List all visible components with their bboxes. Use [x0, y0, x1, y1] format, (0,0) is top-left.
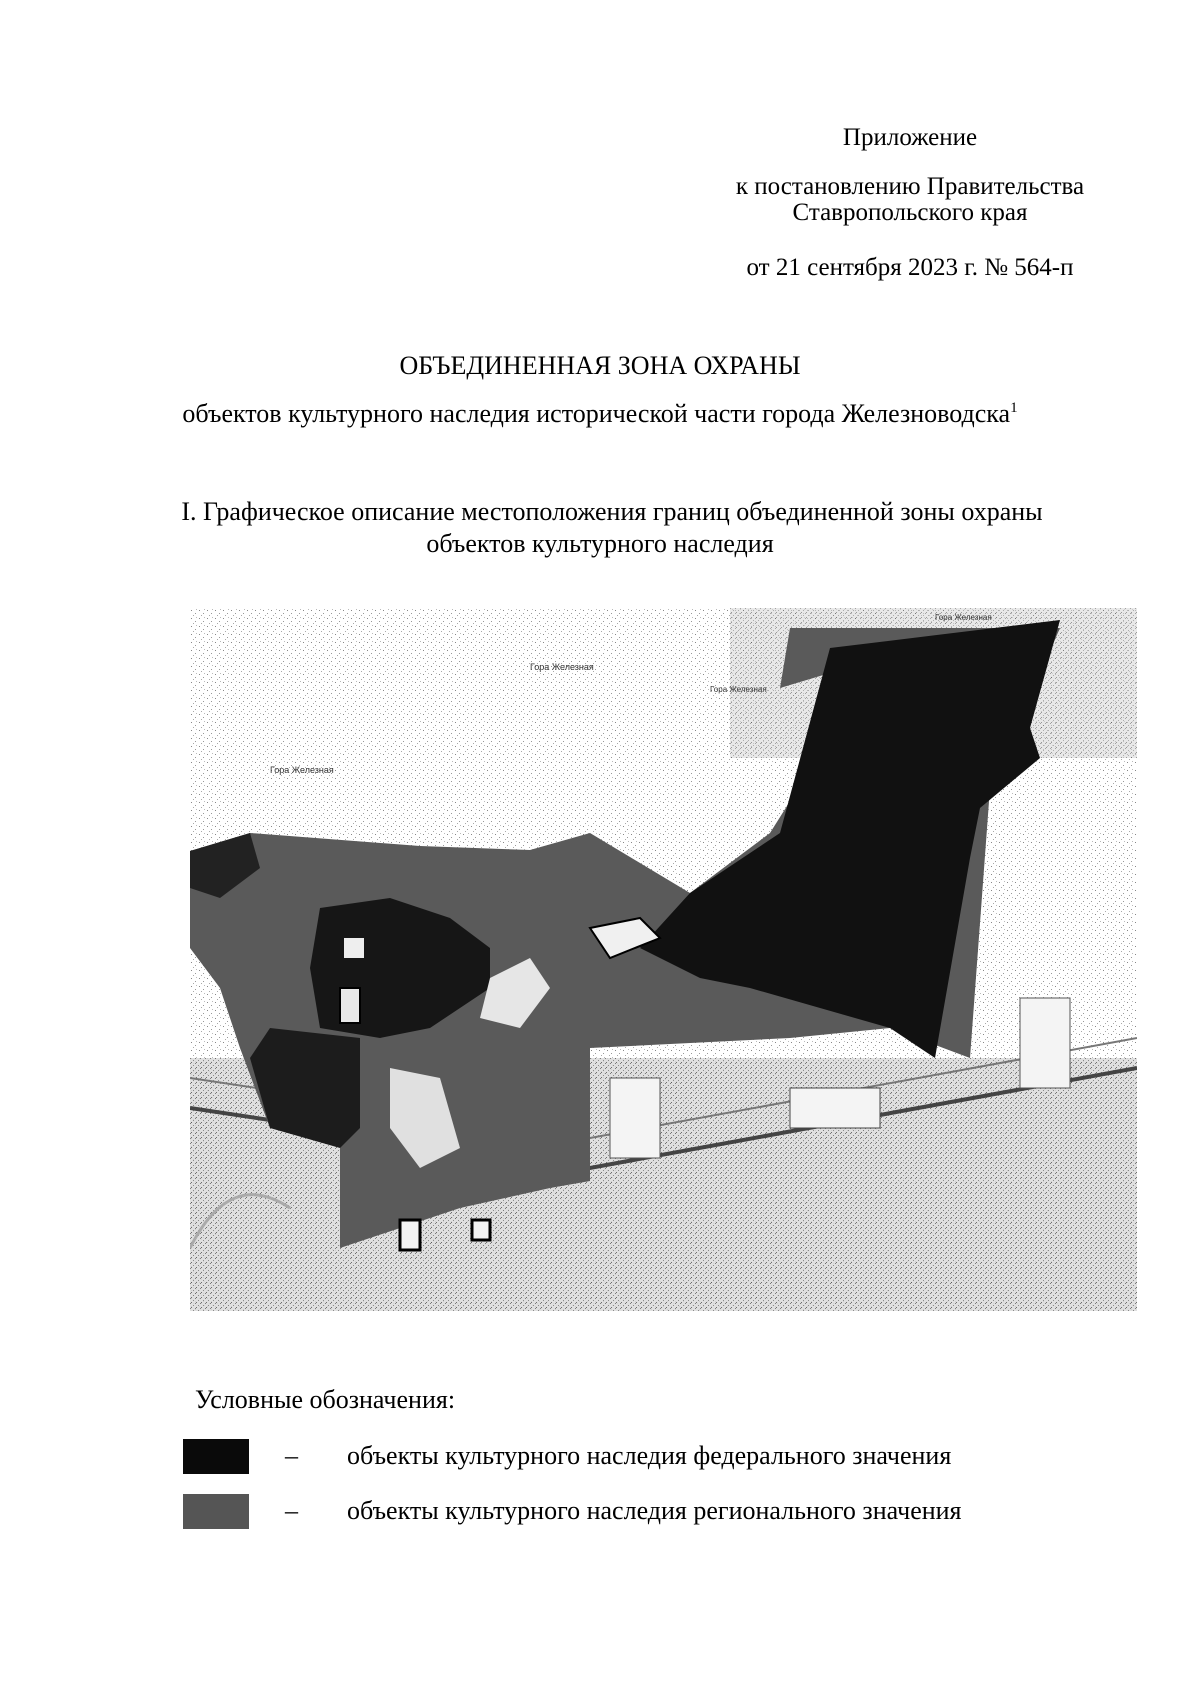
- legend-swatch-federal: [183, 1439, 249, 1474]
- document-subtitle: [0, 400, 1200, 428]
- section-heading-line2: объектов культурного наследия: [426, 529, 774, 558]
- protection-zone-map: [190, 608, 1137, 1311]
- legend-dash: –: [285, 1441, 298, 1470]
- subtitle-text: объектов культурного наследия исторической части города Железноводска: [182, 399, 1011, 428]
- map-label: Гора Железная: [270, 765, 334, 775]
- building: [340, 988, 360, 1023]
- legend-dash: –: [285, 1496, 298, 1525]
- legend-title: Условные обозначения:: [195, 1385, 456, 1414]
- map-label: Гора Железная: [710, 685, 767, 694]
- footnote-mark: 1: [1010, 400, 1018, 416]
- document-title: ОБЪЕДИНЕННАЯ ЗОНА ОХРАНЫ: [399, 351, 801, 380]
- building: [790, 1088, 880, 1128]
- decree-reference-line1: к постановлению Правительства: [735, 173, 1085, 200]
- building: [400, 1220, 420, 1250]
- section-heading-line1: I. Графическое описание местоположения границ объединенной зоны охраны: [181, 497, 1043, 526]
- building: [1020, 998, 1070, 1088]
- building: [610, 1078, 660, 1158]
- decree-date: от 21 сентября 2023 г. № 564-п: [746, 254, 1074, 281]
- legend-swatch-regional: [183, 1494, 249, 1529]
- map-label: Гора Железная: [935, 613, 992, 622]
- legend-label-regional: объекты культурного наследия регионального значения: [347, 1496, 962, 1525]
- map-label: Гора Железная: [530, 662, 594, 672]
- legend-label-federal: объекты культурного наследия федерального значения: [347, 1441, 952, 1470]
- building: [472, 1220, 490, 1240]
- building: [344, 938, 364, 958]
- decree-reference-line2: Ставропольского края: [792, 199, 1028, 226]
- appendix-label: Приложение: [842, 124, 978, 151]
